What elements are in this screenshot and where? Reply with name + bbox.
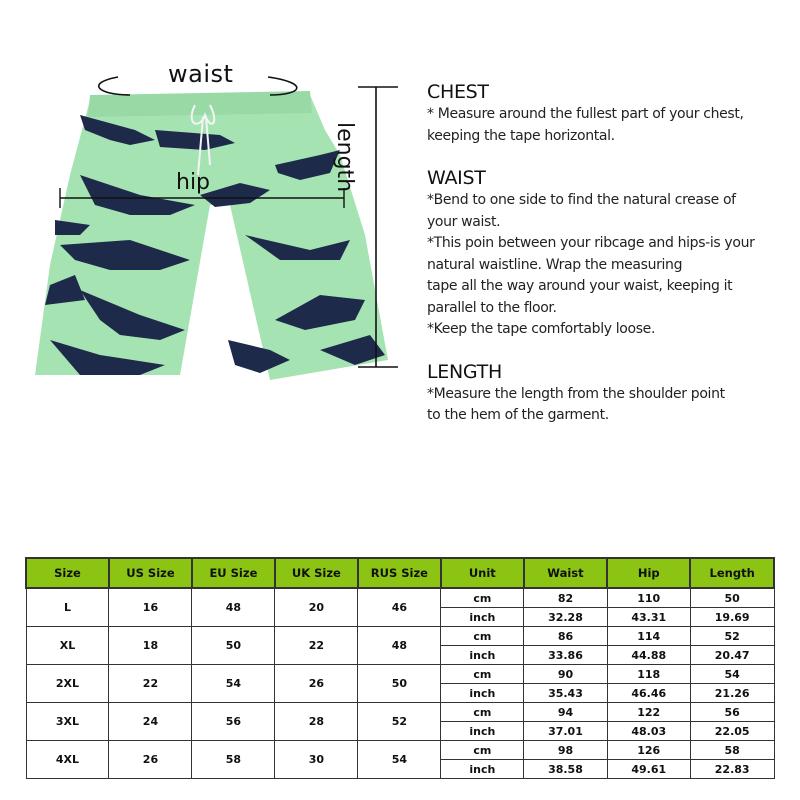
cell-us-size: 18 <box>109 627 192 665</box>
cell-hip: 118 <box>607 665 690 684</box>
header-length: Length <box>690 558 774 588</box>
header-hip: Hip <box>607 558 690 588</box>
cell-length: 22.83 <box>690 760 774 779</box>
cell-size: XL <box>26 627 109 665</box>
cell-eu-size: 56 <box>192 703 275 741</box>
cell-unit: cm <box>441 627 524 646</box>
cell-unit: inch <box>441 684 524 703</box>
cell-length: 56 <box>690 703 774 722</box>
cell-waist: 82 <box>524 588 607 608</box>
cell-unit: inch <box>441 760 524 779</box>
waist-section <box>427 166 797 341</box>
length-heading: LENGTH <box>427 360 502 383</box>
waist-text-line: your waist. <box>427 213 501 230</box>
cell-rus-size: 54 <box>358 741 441 779</box>
waist-text-line: *Keep the tape comfortably loose. <box>427 321 656 337</box>
length-text-line: to the hem of the garment. <box>427 407 609 423</box>
cell-size: 3XL <box>26 703 109 741</box>
cell-waist: 86 <box>524 627 607 646</box>
cell-size: 4XL <box>26 741 109 779</box>
cell-hip: 44.88 <box>607 646 690 665</box>
cell-eu-size: 58 <box>192 741 275 779</box>
chest-section <box>427 80 797 147</box>
cell-us-size: 24 <box>109 703 192 741</box>
cell-size: L <box>26 588 109 627</box>
cell-us-size: 16 <box>109 588 192 627</box>
cell-size: 2XL <box>26 665 109 703</box>
table-row <box>26 588 774 608</box>
cell-eu-size: 48 <box>192 588 275 627</box>
cell-hip: 110 <box>607 588 690 608</box>
cell-unit: cm <box>441 741 524 760</box>
cell-hip: 126 <box>607 741 690 760</box>
header-eu-size: EU Size <box>192 558 275 588</box>
cell-hip: 43.31 <box>607 608 690 627</box>
cell-rus-size: 52 <box>358 703 441 741</box>
cell-unit: cm <box>441 665 524 684</box>
shorts-illustration <box>20 55 420 395</box>
cell-eu-size: 50 <box>192 627 275 665</box>
cell-length: 21.26 <box>690 684 774 703</box>
cell-uk-size: 30 <box>275 741 358 779</box>
cell-rus-size: 46 <box>358 588 441 627</box>
table-row <box>26 665 774 684</box>
header-us-size: US Size <box>109 558 192 588</box>
cell-waist: 38.58 <box>524 760 607 779</box>
cell-length: 19.69 <box>690 608 774 627</box>
size-chart-table <box>25 557 775 779</box>
cell-unit: cm <box>441 588 524 608</box>
waist-label: waist <box>168 60 234 88</box>
cell-length: 20.47 <box>690 646 774 665</box>
cell-waist: 33.86 <box>524 646 607 665</box>
measuring-instructions <box>427 80 797 446</box>
hip-label: hip <box>176 170 211 195</box>
cell-uk-size: 22 <box>275 627 358 665</box>
cell-hip: 48.03 <box>607 722 690 741</box>
cell-us-size: 26 <box>109 741 192 779</box>
cell-unit: cm <box>441 703 524 722</box>
cell-hip: 49.61 <box>607 760 690 779</box>
cell-unit: inch <box>441 646 524 665</box>
length-label: length <box>332 122 357 193</box>
chest-text-line: * Measure around the fullest part of your chest, <box>427 106 744 122</box>
table-row <box>26 741 774 760</box>
cell-uk-size: 26 <box>275 665 358 703</box>
cell-waist: 90 <box>524 665 607 684</box>
length-text-line: *Measure the length from the shoulder point <box>427 385 725 402</box>
cell-hip: 114 <box>607 627 690 646</box>
table-header-row <box>26 558 774 588</box>
waist-text-line: natural waistline. Wrap the measuring <box>427 256 683 273</box>
cell-hip: 122 <box>607 703 690 722</box>
waist-text-line: tape all the way around your waist, keeping it <box>427 278 733 294</box>
cell-waist: 35.43 <box>524 684 607 703</box>
header-uk-size: UK Size <box>275 558 358 588</box>
cell-us-size: 22 <box>109 665 192 703</box>
chest-heading: CHEST <box>427 81 489 103</box>
header-size: Size <box>26 558 109 588</box>
cell-length: 52 <box>690 627 774 646</box>
waist-heading: WAIST <box>427 167 486 189</box>
length-section <box>427 360 797 427</box>
cell-length: 54 <box>690 665 774 684</box>
cell-length: 50 <box>690 588 774 608</box>
cell-uk-size: 28 <box>275 703 358 741</box>
waist-text-line: *This poin between your ribcage and hips-is your <box>427 235 755 251</box>
chest-text-line: keeping the tape horizontal. <box>427 127 615 144</box>
cell-rus-size: 48 <box>358 627 441 665</box>
cell-waist: 98 <box>524 741 607 760</box>
header-unit: Unit <box>441 558 524 588</box>
cell-rus-size: 50 <box>358 665 441 703</box>
cell-uk-size: 20 <box>275 588 358 627</box>
table-row <box>26 703 774 722</box>
cell-waist: 37.01 <box>524 722 607 741</box>
cell-unit: inch <box>441 608 524 627</box>
waist-text-line: *Bend to one side to find the natural crease of <box>427 192 736 208</box>
cell-waist: 94 <box>524 703 607 722</box>
cell-length: 22.05 <box>690 722 774 741</box>
table-row <box>26 627 774 646</box>
cell-eu-size: 54 <box>192 665 275 703</box>
waist-text-line: parallel to the floor. <box>427 299 557 316</box>
header-waist: Waist <box>524 558 607 588</box>
header-rus-size: RUS Size <box>358 558 441 588</box>
cell-length: 58 <box>690 741 774 760</box>
cell-waist: 32.28 <box>524 608 607 627</box>
shark-print-shorts-image <box>20 55 420 395</box>
cell-hip: 46.46 <box>607 684 690 703</box>
cell-unit: inch <box>441 722 524 741</box>
